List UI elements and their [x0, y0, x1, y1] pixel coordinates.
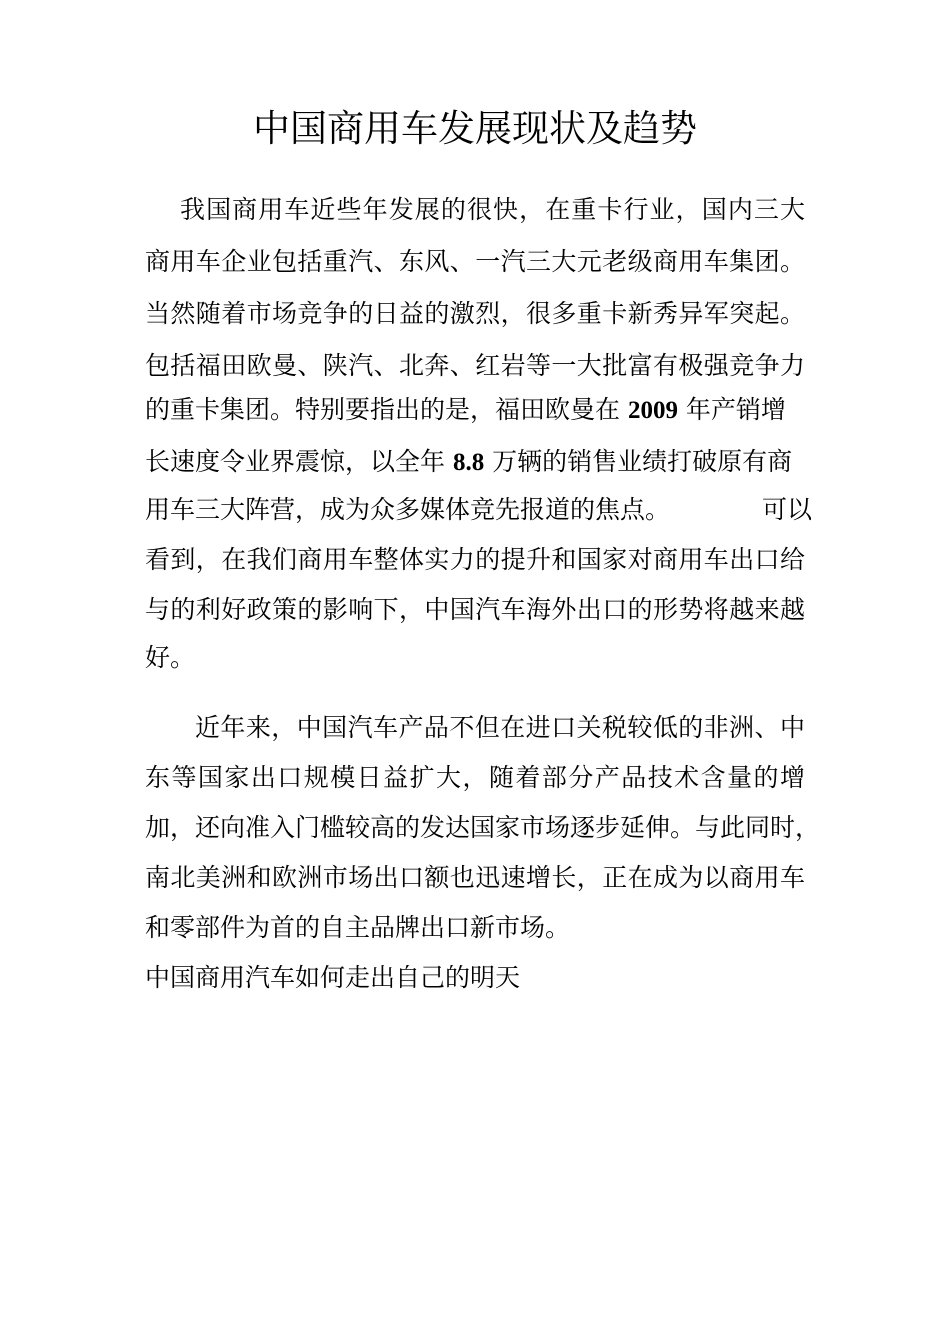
paragraph-1-line-5	[145, 384, 805, 436]
line-7-text-after: 可以	[762, 495, 813, 524]
document-title: 中国商用车发展现状及趋势	[253, 107, 697, 150]
paragraph-2-line-2: 东等国家出口规模日益扩大，随着部分产品技术含量的增	[145, 763, 805, 792]
paragraph-2-line-3: 加，还向准入门槛较高的发达国家市场逐步延伸。与此同时，	[145, 813, 821, 842]
paragraph-2-line-5: 和零部件为首的自主品牌出口新市场。	[145, 913, 571, 942]
paragraph-1-line-1: 我国商用车近些年发展的很快，在重卡行业，国内三大	[180, 195, 805, 224]
paragraph-2-line-1: 近年来，中国汽车产品不但在进口关税较低的非洲、中	[195, 713, 805, 742]
line-6-text-before: 长速度令业界震惊，以全年	[145, 447, 453, 476]
sales-value: 8.8	[452, 449, 485, 476]
line-7-text-before: 用车三大阵营，成为众多媒体竞先报道的焦点。	[145, 495, 671, 524]
paragraph-2-line-4: 南北美洲和欧洲市场出口额也迅速增长，正在成为以商用车	[145, 863, 805, 892]
closing-line: 中国商用汽车如何走出自己的明天	[145, 963, 521, 992]
paragraph-1-line-3: 当然随着市场竞争的日益的激烈，很多重卡新秀异军突起。	[145, 299, 805, 328]
line-5-text-before: 的重卡集团。特别要指出的是，福田欧曼在	[145, 395, 628, 424]
paragraph-1-line-7	[145, 484, 813, 536]
paragraph-1-line-6	[145, 436, 805, 488]
year-value: 2009	[627, 397, 678, 424]
paragraph-1-line-4: 包括福田欧曼、陕汽、北奔、红岩等一大批富有极强竞争力	[145, 351, 805, 380]
line-5-text-after: 年产销增	[677, 395, 786, 424]
paragraph-1-line-2: 商用车企业包括重汽、东风、一汽三大元老级商用车集团。	[145, 247, 805, 276]
paragraph-1-line-10: 好。	[145, 643, 196, 672]
paragraph-1-line-8: 看到，在我们商用车整体实力的提升和国家对商用车出口给	[145, 545, 805, 574]
paragraph-1-line-9: 与的利好政策的影响下，中国汽车海外出口的形势将越来越	[145, 595, 805, 624]
line-6-text-after: 万辆的销售业绩打破原有商	[484, 447, 793, 476]
